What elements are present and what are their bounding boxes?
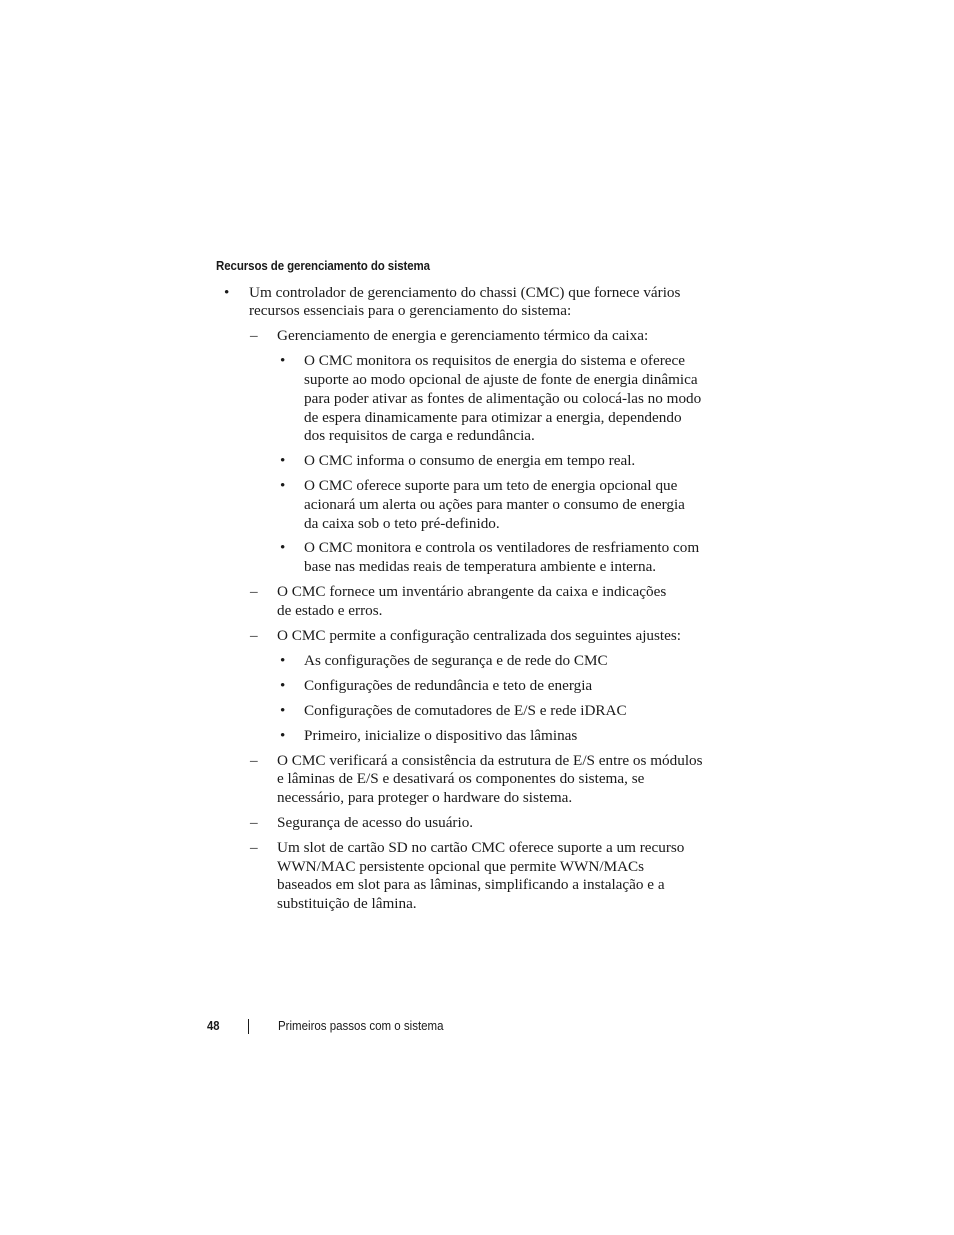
paragraph-line: suporte ao modo opcional de ajuste de fonte de energia dinâmica [304,371,698,388]
paragraph-line: O CMC monitora e controla os ventiladores de resfriamento com [304,539,700,556]
paragraph-line: O CMC fornece um inventário abrangente da caixa e indicações [277,583,667,600]
bullet-marker: • [280,677,286,694]
dash-marker: – [250,627,258,644]
paragraph-line: O CMC informa o consumo de energia em tempo real. [304,452,636,469]
paragraph-line: As configurações de segurança e de rede do CMC [304,652,608,669]
bullet-marker: • [280,727,286,744]
section-heading: Recursos de gerenciamento do sistema [216,259,431,273]
dash-marker: – [250,752,258,769]
dash-marker: – [250,839,258,856]
paragraph-line: e lâminas de E/S e desativará os componentes do sistema, se [277,770,645,787]
paragraph-line: O CMC oferece suporte para um teto de energia opcional que [304,477,678,494]
dash-marker: – [250,814,258,831]
paragraph-line: Configurações de comutadores de E/S e rede iDRAC [304,702,627,719]
paragraph-line: de espera dinamicamente para otimizar a energia, dependendo [304,409,682,426]
paragraph-line: WWN/MAC persistente opcional que permite WWN/MACs [277,858,645,875]
paragraph-line: Gerenciamento de energia e gerenciamento térmico da caixa: [277,327,649,344]
paragraph-line: Segurança de acesso do usuário. [277,814,474,831]
dash-marker: – [250,327,258,344]
paragraph-line: recursos essenciais para o gerenciamento do sistema: [249,302,572,319]
paragraph-line: dos requisitos de carga e redundância. [304,427,535,444]
paragraph-line: necessário, para proteger o hardware do sistema. [277,789,573,806]
bullet-marker: • [280,477,286,494]
paragraph-line: base nas medidas reais de temperatura ambiente e interna. [304,558,657,575]
paragraph-line: baseados em slot para as lâminas, simplificando a instalação e a [277,876,665,893]
paragraph-line: O CMC verificará a consistência da estrutura de E/S entre os módulos [277,752,703,769]
paragraph-line: de estado e erros. [277,602,383,619]
paragraph-line: para poder ativar as fontes de alimentação ou colocá-las no modo [304,390,702,407]
paragraph-line: da caixa sob o teto pré-definido. [304,515,500,532]
bullet-marker: • [280,352,286,369]
bullet-marker: • [280,452,286,469]
paragraph-line: O CMC permite a configuração centralizada dos seguintes ajustes: [277,627,682,644]
page-number: 48 [207,1019,220,1033]
bullet-marker: • [280,652,286,669]
bullet-marker: • [280,539,286,556]
paragraph-line: Configurações de redundância e teto de energia [304,677,593,694]
footer-separator [248,1019,249,1034]
paragraph-line: Um controlador de gerenciamento do chassi (CMC) que fornece vários [249,284,681,301]
paragraph-line: O CMC monitora os requisitos de energia do sistema e oferece [304,352,685,369]
dash-marker: – [250,583,258,600]
paragraph-line: Primeiro, inicialize o dispositivo das lâminas [304,727,578,744]
paragraph-line: acionará um alerta ou ações para manter o consumo de energia [304,496,685,513]
bullet-marker: • [280,702,286,719]
paragraph-line: Um slot de cartão SD no cartão CMC oferece suporte a um recurso [277,839,685,856]
bullet-marker: • [224,284,230,301]
footer-section-title: Primeiros passos com o sistema [278,1019,444,1033]
paragraph-line: substituição de lâmina. [277,895,417,912]
